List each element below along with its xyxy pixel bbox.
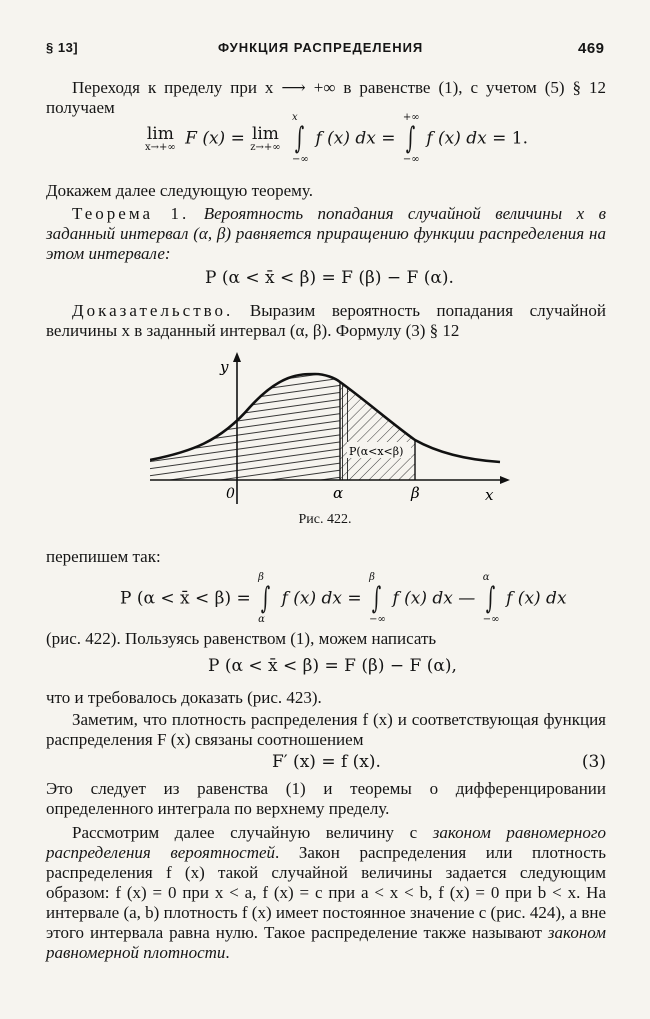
paragraph-remark: Заметим, что плотность распределения f (x) и соответствующая функция распределения F (x) связаны соотношением xyxy=(46,710,606,750)
proof-label: Доказательство. xyxy=(72,301,234,320)
running-head-title: ФУНКЦИЯ РАСПРЕДЕЛЕНИЯ xyxy=(218,40,424,55)
formula-derivative: F′ (x) = f (x). xyxy=(272,752,381,772)
figure-caption: Рис. 422. xyxy=(298,512,352,527)
integral-sign: β ∫ −∞ xyxy=(369,572,386,626)
y-axis-arrow xyxy=(233,352,241,362)
term-uniform-law: законом равномерного распределения вероятностей xyxy=(46,823,606,863)
formula-result: P (α < x̄ < β) = F (β) − F (α), xyxy=(208,656,457,676)
limit-operator-2: lim z→+∞ xyxy=(250,124,281,154)
running-head-section: § 13] xyxy=(46,40,79,55)
page-number: 469 xyxy=(578,40,605,57)
area-strip xyxy=(340,382,352,480)
paragraph-rewrite: перепишем так: xyxy=(46,547,161,566)
paragraph-uniform-distribution: Рассмотрим далее случайную величину с законом равномерного распределения вероятностей. Закон распределения или плотность распределения f (x) такой случайной величины задается следующим образом: f (x) = 0 при x < a, f (x) = c при a < x < b, f (x) = 0 при b < x. На интервале (a, b) плотность f (x) имеет постоянное значение c (рис. 424), а вне этого интервала равна нулю. Такое распределение также называют законом равномерной плотности. xyxy=(46,823,606,963)
theorem-label: Теорема 1. xyxy=(72,204,190,223)
integral-sign: β ∫ α xyxy=(258,572,271,626)
integral-sign: +∞ ∫ −∞ xyxy=(402,112,420,166)
density-curve-diagram xyxy=(150,352,510,512)
paragraph-using-equality: (рис. 422). Пользуясь равенством (1), можем написать xyxy=(46,629,437,648)
proof-paragraph: Доказательство. Выразим вероятность попадания случайной величины x в заданный интервал (α, β). Формулу (3) § 12 xyxy=(46,301,607,341)
formula-limit: lim x→+∞ F (x) = lim z→+∞ x ∫ −∞ f (x) dx = +∞ ∫ −∞ f (x) dx = 1. xyxy=(145,112,529,166)
equation-number: (3) xyxy=(581,752,606,772)
alpha-label: α xyxy=(333,484,344,502)
limit-operator-1: lim x→+∞ xyxy=(145,124,176,154)
x-axis-arrow xyxy=(500,476,510,484)
integral-sign: x ∫ −∞ xyxy=(292,112,309,166)
formula-probability-integral: P (α < x̄ < β) = β ∫ α f (x) dx = β ∫ −∞ f (x) dx — α ∫ −∞ f (x) dx xyxy=(120,572,567,626)
beta-label: β xyxy=(411,484,420,502)
x-axis-label: x xyxy=(485,486,494,504)
paragraph-limit-intro: Переходя к пределу при x ⟶ +∞ в равенстве (1), с учетом (5) § 12 получаем xyxy=(46,78,606,118)
figure-422 xyxy=(150,352,510,517)
paragraph-justification: Это следует из равенства (1) и теоремы о дифференцировании определенного интеграла по верхнему пределу. xyxy=(46,779,606,819)
theorem-1 xyxy=(46,204,606,264)
theorem-statement: Вероятность попадания случайной величины x в заданный интервал (α, β) равняется приращению функции распределения на этом интервале: xyxy=(46,204,607,264)
origin-label: 0 xyxy=(226,486,235,502)
area-left-of-alpha xyxy=(150,374,340,480)
paragraph-qed: что и требовалось доказать (рис. 423). xyxy=(46,688,322,707)
probability-label: P(α<x<β) xyxy=(349,445,404,458)
y-axis-label: y xyxy=(220,358,229,376)
formula-theorem: P (α < x̄ < β) = F (β) − F (α). xyxy=(205,268,454,288)
term-uniform-density: законом равномерной плотности xyxy=(46,923,606,963)
paragraph-theorem-lead: Докажем далее следующую теорему. xyxy=(46,181,313,200)
integral-sign: α ∫ −∞ xyxy=(482,572,500,626)
